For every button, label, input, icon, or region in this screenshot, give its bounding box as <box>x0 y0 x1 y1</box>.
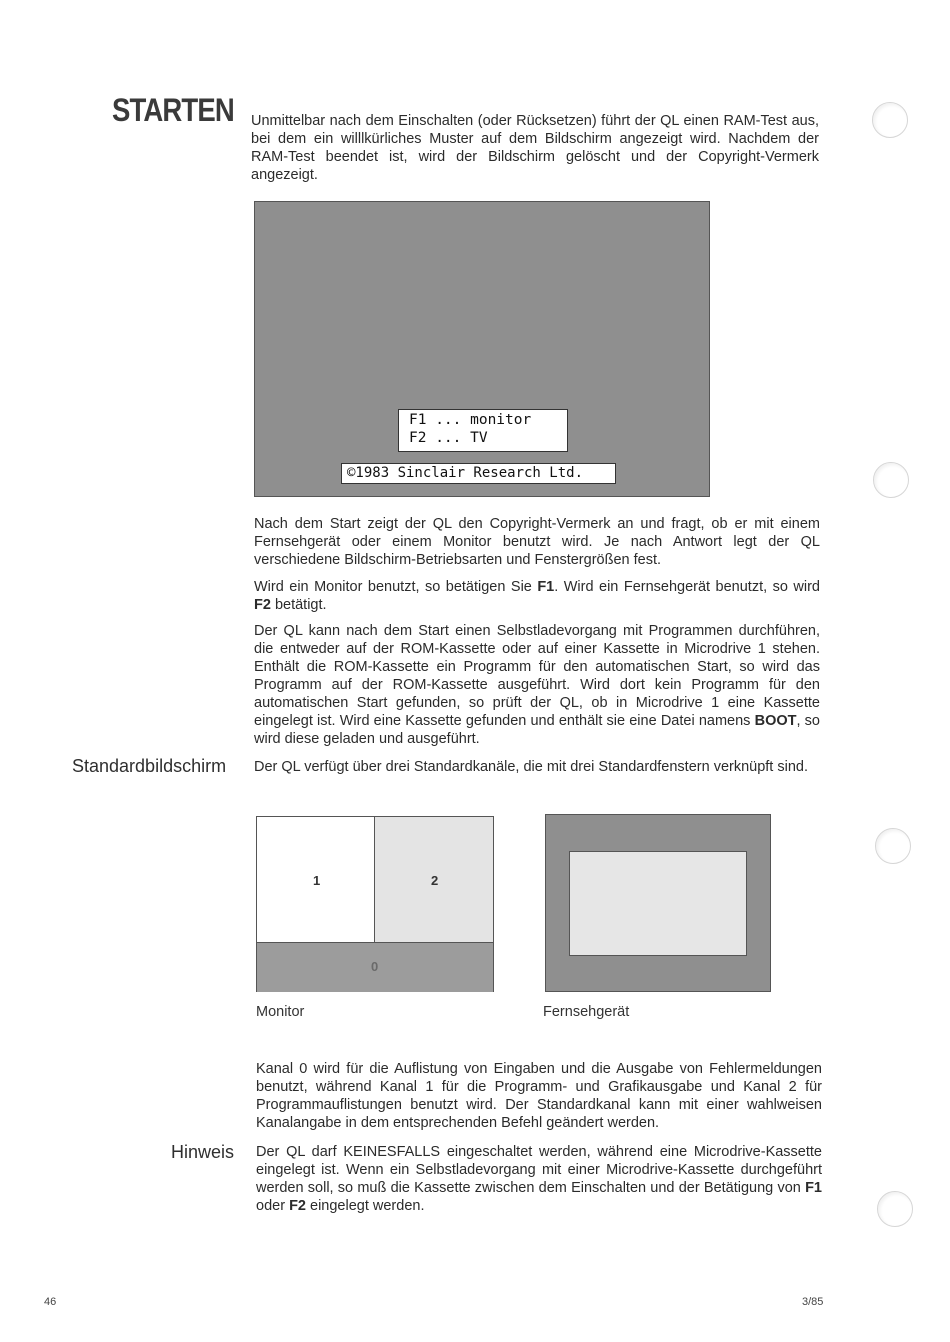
text-segment: , so wird diese geladen und ausgeführt. <box>254 713 820 747</box>
paragraph-startup-question: Nach dem Start zeigt der QL den Copyright-Vermerk an und fragt, ob er mit einem Fernsehgerät oder einem Monitor benutzt wird. Je nach Antwort legt der QL verschiedene Bildschirm-Betriebsarten und Fenstergrößen fest. <box>254 516 820 568</box>
edition-date: 3/85 <box>802 1296 824 1308</box>
key-f1: F1 <box>537 579 555 595</box>
punch-hole-4 <box>877 1191 913 1227</box>
text-segment: oder <box>256 1198 290 1214</box>
tv-window-diagram <box>545 814 771 992</box>
copyright-notice: ©1983 Sinclair Research Ltd. <box>341 463 616 484</box>
section-heading-standard-screen: Standardbildschirm <box>72 756 227 776</box>
text-segment: betätigt. <box>270 597 327 613</box>
text-segment: eingelegt werden. <box>305 1198 425 1214</box>
punch-hole-3 <box>875 828 911 864</box>
paragraph-note <box>256 1143 822 1215</box>
paragraph-key-selection <box>254 578 820 614</box>
key-f2: F2 <box>289 1198 306 1214</box>
paragraph-autoboot <box>254 622 820 748</box>
paragraph-standard-channels: Der QL verfügt über drei Standardkanäle, die mit drei Standardfenstern verknüpft sind. <box>254 759 808 775</box>
tv-window <box>569 851 747 956</box>
paragraph-channel-usage: Kanal 0 wird für die Auflistung von Eingaben und die Ausgabe von Fehlermeldungen benutzt, während Kanal 1 für die Programm- und Grafikausgabe und Kanal 2 für Programmauflistungen benutzt wird. Der Standardkanal kann mit einer wahlweisen Kanalangabe in dem entsprechenden Befehl geändert werden. <box>256 1061 822 1131</box>
section-heading-note: Hinweis <box>171 1142 235 1162</box>
display-mode-menu <box>398 409 568 452</box>
window-0 <box>257 942 493 992</box>
key-f1: F1 <box>805 1180 822 1196</box>
monitor-caption: Monitor <box>256 1004 305 1020</box>
window-1-label: 1 <box>313 873 321 888</box>
intro-paragraph: Unmittelbar nach dem Einschalten (oder Rücksetzen) führt der QL einen RAM-Test aus, bei dem ein willlkürliches Muster auf dem Bildschirm angezeigt wird. Nachdem der RAM-Test beendet ist, wird der Bildschirm gelöscht und der Copyright-Vermerk angezeigt. <box>251 113 819 183</box>
text-segment: Wird ein Monitor benutzt, so betätigen Sie <box>254 579 538 595</box>
page-title: STARTEN <box>112 92 234 128</box>
text-segment: Der QL kann nach dem Start einen Selbstladevorgang mit Programmen durchführen, die entweder auf der ROM-Kassette oder auf einer Kassette in Microdrive 1 stehen. Enthält die ROM-Kassette ein Programm für den automatischen Start, so wird das Programm auf der ROM-Kassette ausgeführt. Wird dort kein Programm für den automatischen Start gefunden, so prüft der QL, ob in Microdrive 1 eine Kassette eingelegt ist. Wird eine Kassette gefunden und enthält sie eine Datei namens <box>254 623 820 729</box>
window-2-label: 2 <box>431 873 439 888</box>
menu-option-tv: F2 ... TV <box>409 430 488 446</box>
window-1 <box>257 817 375 942</box>
punch-hole-2 <box>873 462 909 498</box>
boot-filename: BOOT <box>754 713 797 729</box>
monitor-window-diagram <box>256 816 494 992</box>
text-segment: . Wird ein Fernsehgerät benutzt, so wird <box>554 579 820 595</box>
startup-screen-illustration <box>254 201 710 497</box>
menu-option-monitor: F1 ... monitor <box>409 412 532 428</box>
page-number: 46 <box>44 1296 57 1308</box>
punch-hole-1 <box>872 102 908 138</box>
key-f2: F2 <box>254 597 271 613</box>
tv-caption: Fernsehgerät <box>543 1004 630 1020</box>
window-2 <box>375 817 493 942</box>
window-0-label: 0 <box>371 959 379 974</box>
text-segment: Der QL darf KEINESFALLS eingeschaltet werden, während eine Microdrive-Kassette eingelegt ist. Wenn ein Selbstladevorgang mit einer Microdrive-Kassette durchgeführt werden soll, so muß die Kassette zwischen dem Einschalten und der Betätigung von <box>256 1144 822 1196</box>
